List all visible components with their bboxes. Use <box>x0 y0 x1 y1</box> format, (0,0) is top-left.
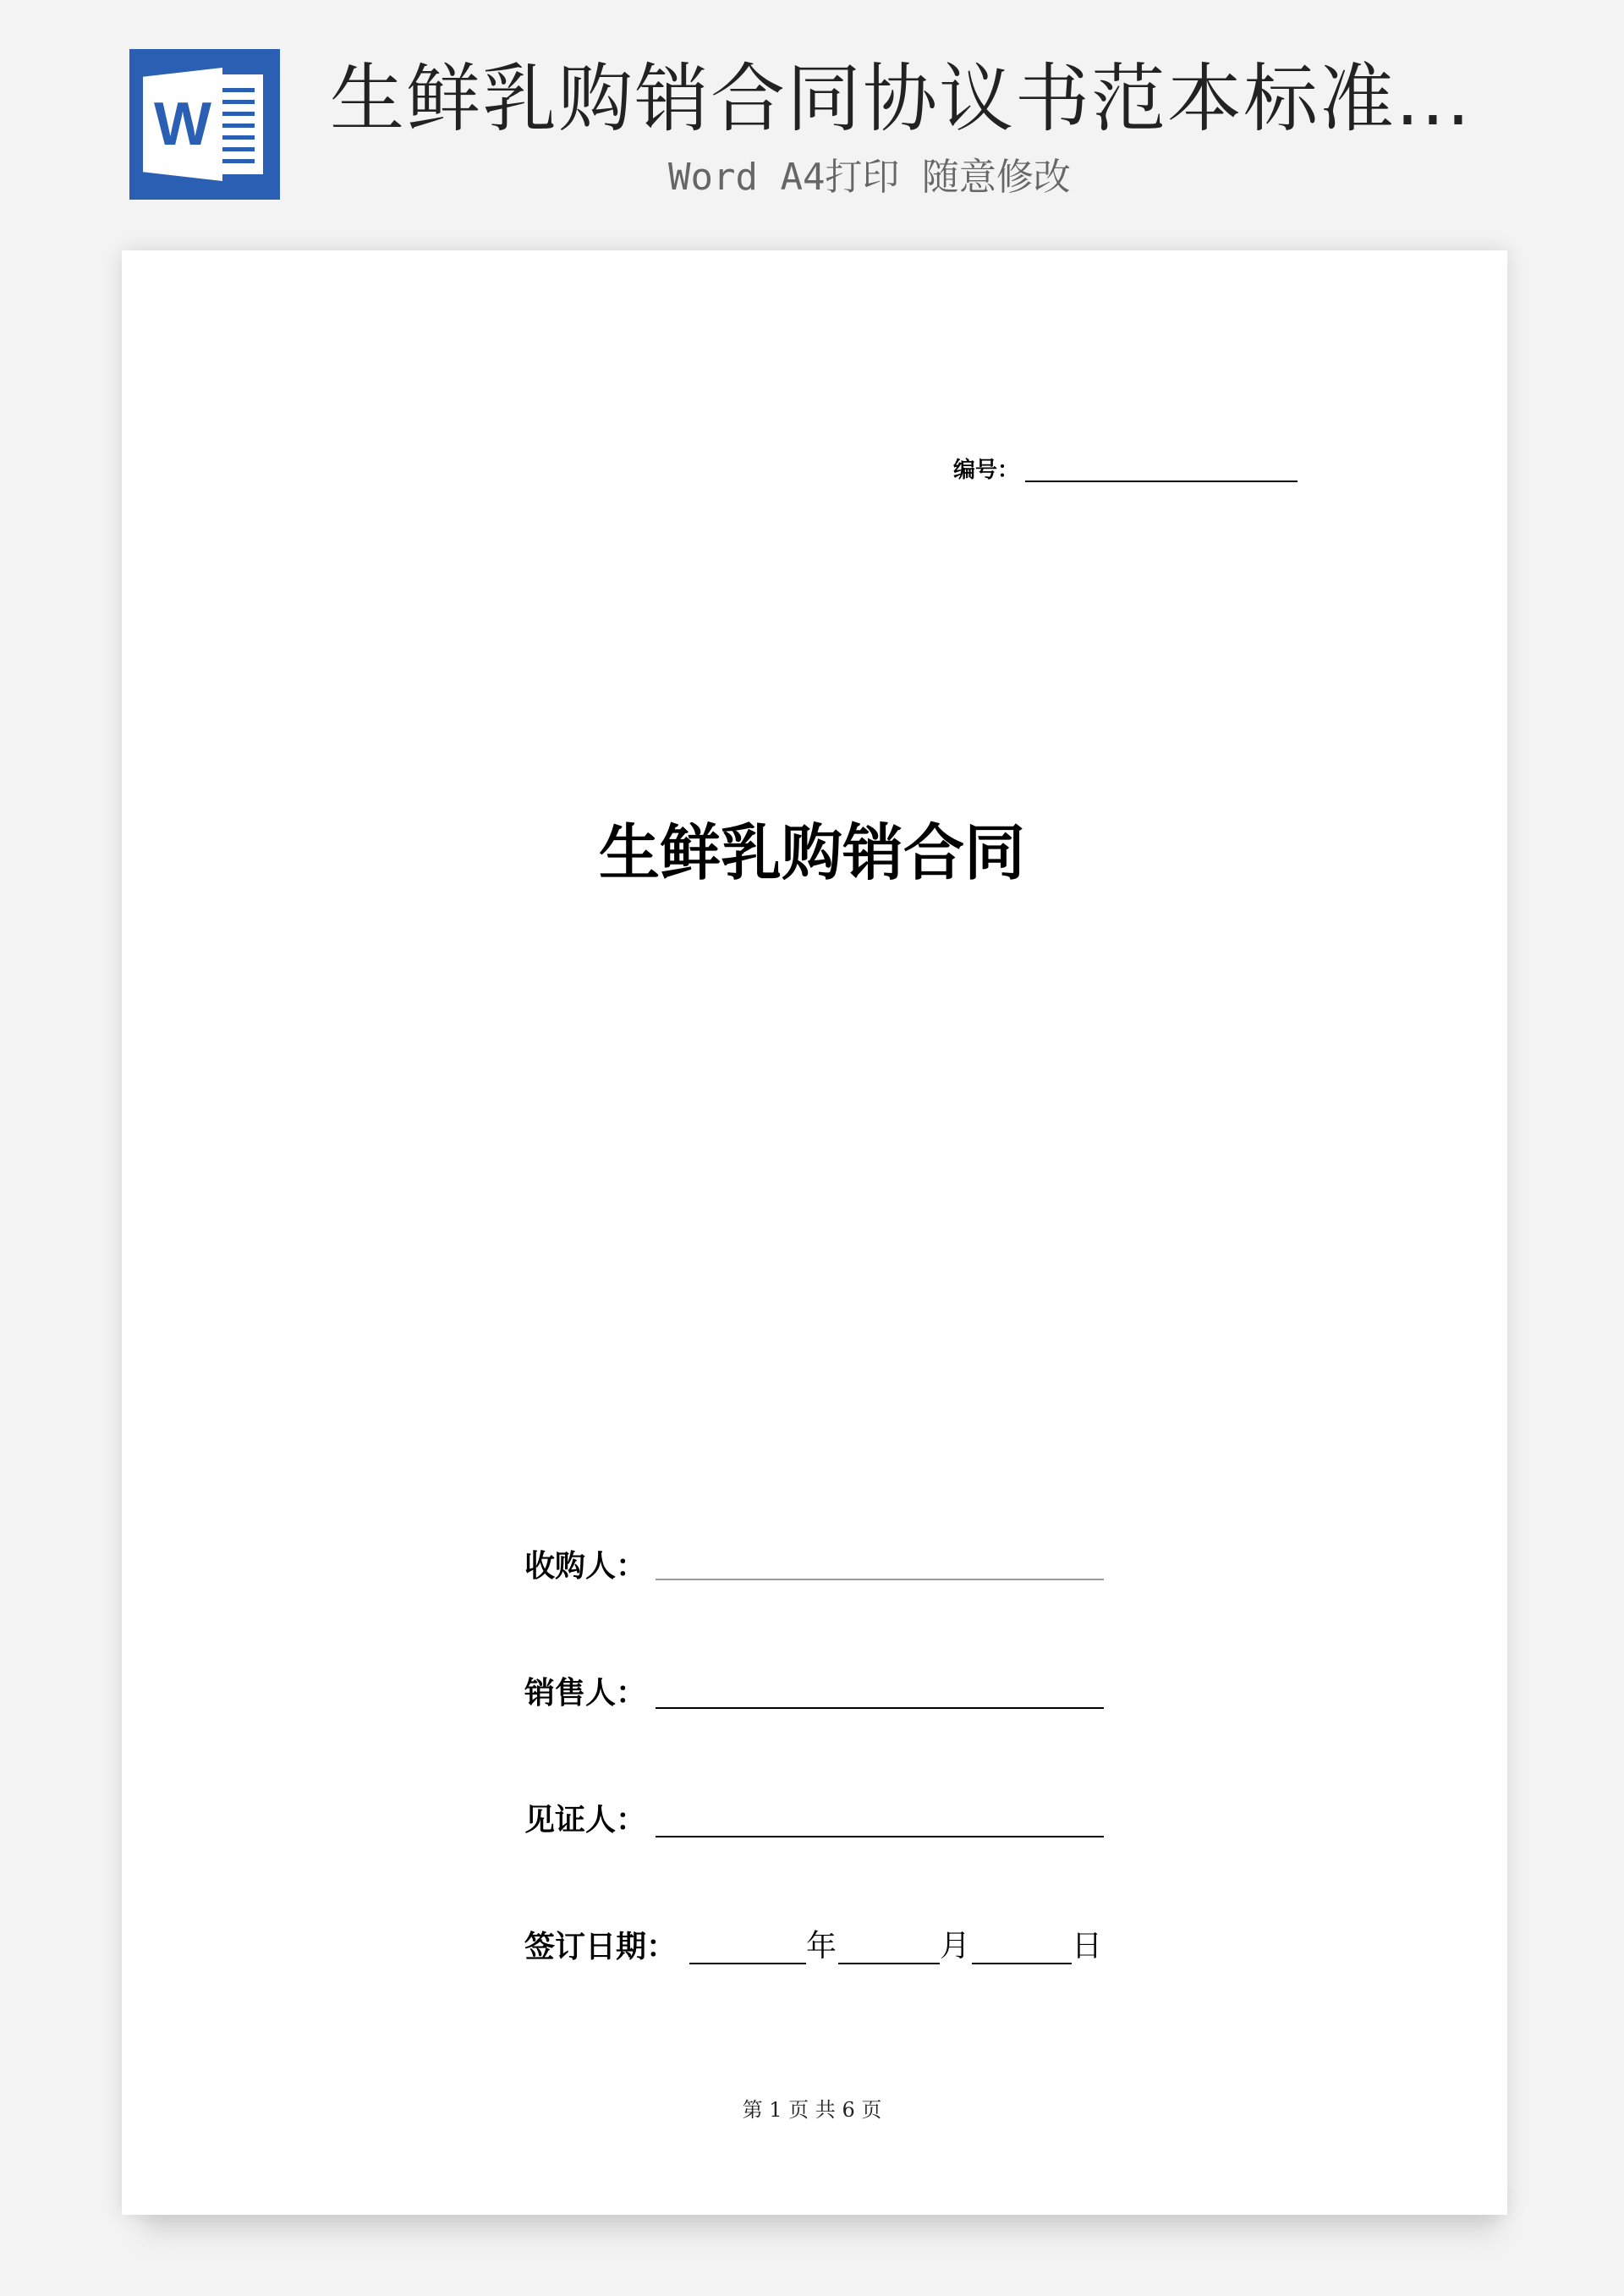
seller-label: 销售人： <box>524 1675 647 1711</box>
word-icon-line <box>219 159 255 163</box>
month-label: 月 <box>940 1929 971 1964</box>
year-label: 年 <box>806 1929 837 1964</box>
sign-date-label: 签订日期： <box>524 1929 678 1964</box>
page-title: 生鲜乳购销合同协议书范本标准... <box>330 55 1472 142</box>
purchaser-blank <box>656 1579 1104 1580</box>
word-icon-line <box>219 124 255 128</box>
page-subtitle: Word A4打印 随意修改 <box>668 156 1071 199</box>
day-blank <box>972 1963 1072 1964</box>
word-icon-line <box>219 112 255 116</box>
word-icon-line <box>219 135 255 140</box>
document-title: 生鲜乳购销合同 <box>598 816 1025 888</box>
word-icon-line <box>219 147 255 151</box>
month-blank <box>838 1963 940 1964</box>
purchaser-label: 收购人： <box>524 1548 647 1584</box>
year-blank <box>689 1963 806 1964</box>
word-icon <box>129 49 280 200</box>
serial-number-label: 编号： <box>953 458 1020 483</box>
witness-label: 见证人： <box>524 1802 647 1837</box>
header <box>0 0 1624 237</box>
page-number: 第 1 页 共 6 页 <box>742 2098 882 2122</box>
serial-number-blank <box>1025 481 1298 482</box>
seller-blank <box>656 1707 1104 1709</box>
day-label: 日 <box>1072 1929 1103 1964</box>
word-icon-line <box>219 100 255 104</box>
document-page <box>122 250 1507 2215</box>
word-icon-letter: W <box>154 91 211 158</box>
witness-blank <box>656 1836 1104 1837</box>
word-icon-line <box>219 88 255 92</box>
